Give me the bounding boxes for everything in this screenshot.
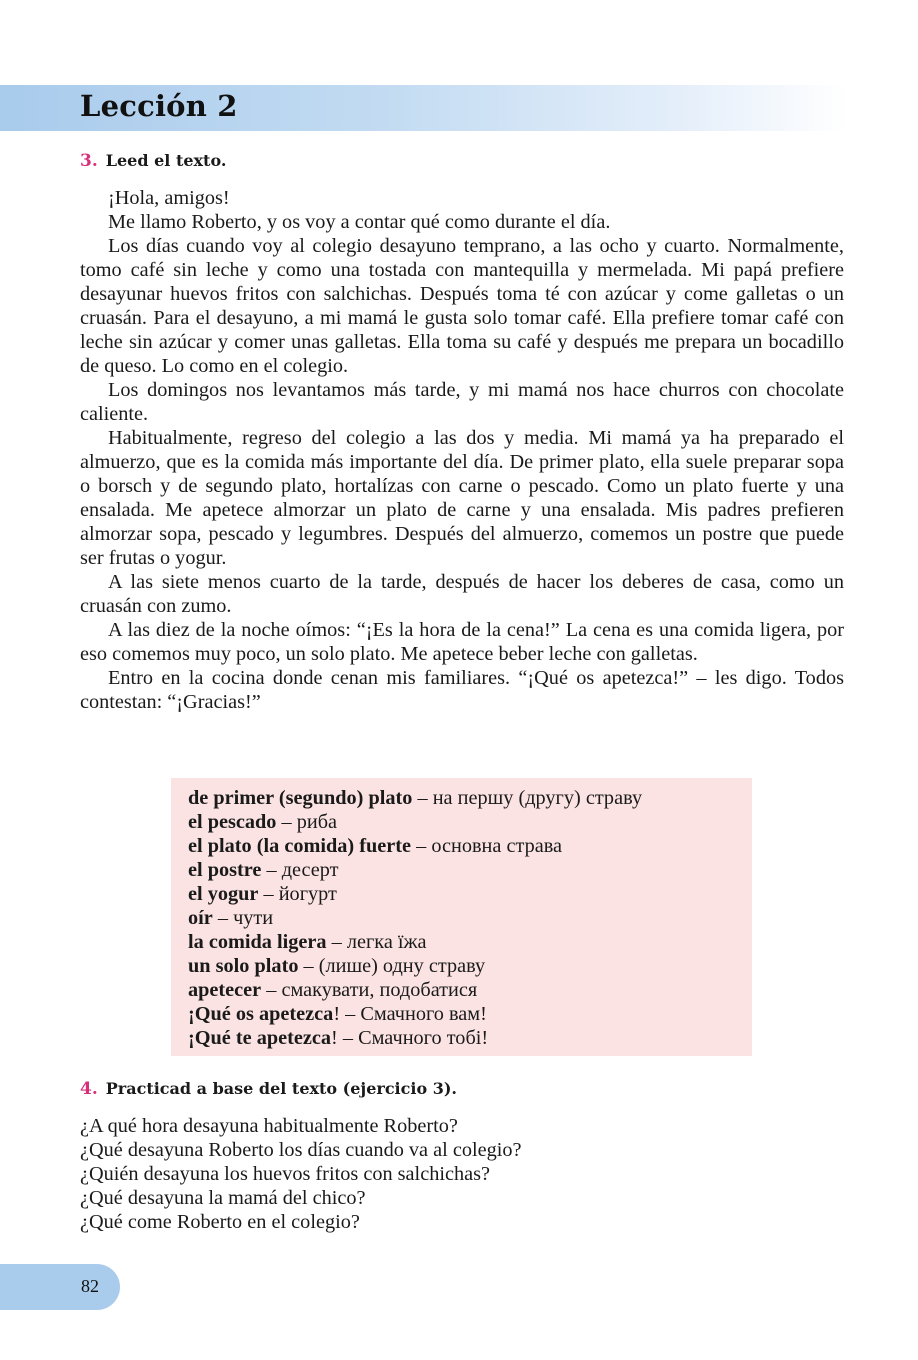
vocabulary-item: [188, 810, 642, 834]
vocab-term: el yogur: [188, 883, 259, 905]
paragraph: Habitualmente, regreso del colegio a las dos y media. Mi mamá ya ha preparado el almuerzo, que es la comida más importante del día. De primer plato, ella suele preparar sopa o borsch y de segundo plato, hortalízas con carne o pescado. Como un plato fuerte y una ensalada. Me apetece almorzar un plato de carne y una ensalada. Mis padres prefieren almorzar sopa, pescado y legumbres. Después del almuerzo, comemos un postre que puede ser frutas o yogur.: [80, 427, 844, 569]
vocab-term: el plato (la comida) fuerte: [188, 835, 412, 857]
vocab-separator: –: [412, 787, 433, 809]
vocab-separator: –: [258, 883, 279, 905]
vocab-term: el postre: [188, 859, 262, 881]
vocab-separator: –: [261, 979, 282, 1001]
paragraph: A las siete menos cuarto de la tarde, después de hacer los deberes de casa, como un cruasán con zumo.: [80, 571, 844, 617]
paragraph: ¡Hola, amigos!: [108, 187, 230, 209]
vocab-separator: –: [326, 931, 347, 953]
vocabulary-item: [188, 978, 642, 1002]
question-list: [80, 1114, 522, 1234]
page-number: 82: [81, 1276, 99, 1296]
exercise-4-heading: [80, 1079, 457, 1099]
vocabulary-item: [188, 930, 642, 954]
vocab-translation: Смачного вам!: [360, 1003, 487, 1025]
vocab-term: ¡Qué te apetezca: [188, 1027, 332, 1049]
question-item: ¿A qué hora desayuna habitualmente Roberto?: [80, 1115, 458, 1137]
vocab-separator: –: [212, 907, 234, 929]
vocabulary-item: [188, 834, 642, 858]
lesson-title: Lección 2: [80, 89, 238, 123]
vocab-translation: на першу (другу) страву: [432, 787, 643, 809]
page-number-tab: [0, 1264, 120, 1310]
vocab-term: el pescado: [188, 811, 277, 833]
exercise-number: 4.: [80, 1079, 98, 1099]
vocab-term: un solo plato: [188, 955, 299, 977]
vocabulary-item: [188, 1026, 642, 1050]
vocabulary-item: [188, 882, 642, 906]
question-item: ¿Qué desayuna la mamá del chico?: [80, 1187, 366, 1209]
vocab-translation: йогурт: [278, 883, 337, 905]
question-item: ¿Qué desayuna Roberto los días cuando va al colegio?: [80, 1139, 522, 1161]
question-item: ¿Quién desayuna los huevos fritos con salchichas?: [80, 1163, 491, 1185]
vocab-translation: смакувати, подобатися: [281, 979, 478, 1001]
vocabulary-item: [188, 858, 642, 882]
vocab-separator: –: [276, 811, 297, 833]
vocab-translation: десерт: [281, 859, 339, 881]
exercise-3-heading: [80, 151, 226, 171]
vocabulary-item: [188, 1002, 642, 1026]
vocab-translation: (лише) одну страву: [318, 955, 486, 977]
vocabulary-list: [188, 786, 642, 1050]
vocabulary-box: [171, 778, 752, 1056]
vocab-term: ¡Qué os apetezca: [188, 1003, 334, 1025]
vocab-term: oír: [188, 907, 213, 929]
vocabulary-item: [188, 786, 642, 810]
paragraph: Me llamo Roberto, y os voy a contar qué como durante el día.: [108, 211, 611, 233]
vocabulary-item: [188, 906, 642, 930]
vocabulary-item: [188, 954, 642, 978]
vocab-translation: легка їжа: [346, 931, 427, 953]
exercise-instruction: Practicad a base del texto (ejercicio 3).: [105, 1079, 457, 1098]
exercise-instruction: Leed el texto.: [105, 151, 227, 170]
vocab-separator: –: [261, 859, 282, 881]
vocab-term: apetecer: [188, 979, 262, 1001]
reading-text: [80, 186, 844, 714]
paragraph: Entro en la cocina donde cenan mis familiares. “¡Qué os apetezca!” – les digo. Todos contestan: “¡Gracias!”: [80, 667, 844, 713]
vocab-separator: ! –: [333, 1003, 361, 1025]
vocab-separator: –: [298, 955, 319, 977]
vocab-translation: основна страва: [431, 835, 563, 857]
vocab-separator: ! –: [331, 1027, 359, 1049]
vocab-translation: чути: [233, 907, 274, 929]
vocab-translation: риба: [296, 811, 338, 833]
question-item: ¿Qué come Roberto en el colegio?: [80, 1211, 360, 1233]
vocab-term: la comida ligera: [188, 931, 327, 953]
vocab-term: de primer (segundo) plato: [188, 787, 413, 809]
paragraph: A las diez de la noche oímos: “¡Es la hora de la cena!” La cena es una comida ligera, por eso comemos muy poco, un solo plato. Me apetece beber leche con galletas.: [80, 619, 844, 665]
vocab-separator: –: [411, 835, 432, 857]
vocab-translation: Смачного тобі!: [358, 1027, 489, 1049]
paragraph: Los domingos nos levantamos más tarde, y mi mamá nos hace churros con chocolate caliente.: [80, 379, 844, 425]
paragraph: Los días cuando voy al colegio desayuno temprano, a las ocho y cuarto. Normalmente, tomo café sin leche y como una tostada con mantequilla y mermelada. Mi papá prefiere desayunar huevos fritos con salchichas. Después toma té con azúcar y come galletas o un cruasán. Para el desayuno, a mi mamá le gusta solo tomar café. Ella prefiere tomar café con leche sin azúcar y comer unas galletas. Ella toma su café y después me prepara un bocadillo de queso. Lo como en el colegio.: [80, 235, 844, 377]
exercise-number: 3.: [80, 151, 98, 171]
